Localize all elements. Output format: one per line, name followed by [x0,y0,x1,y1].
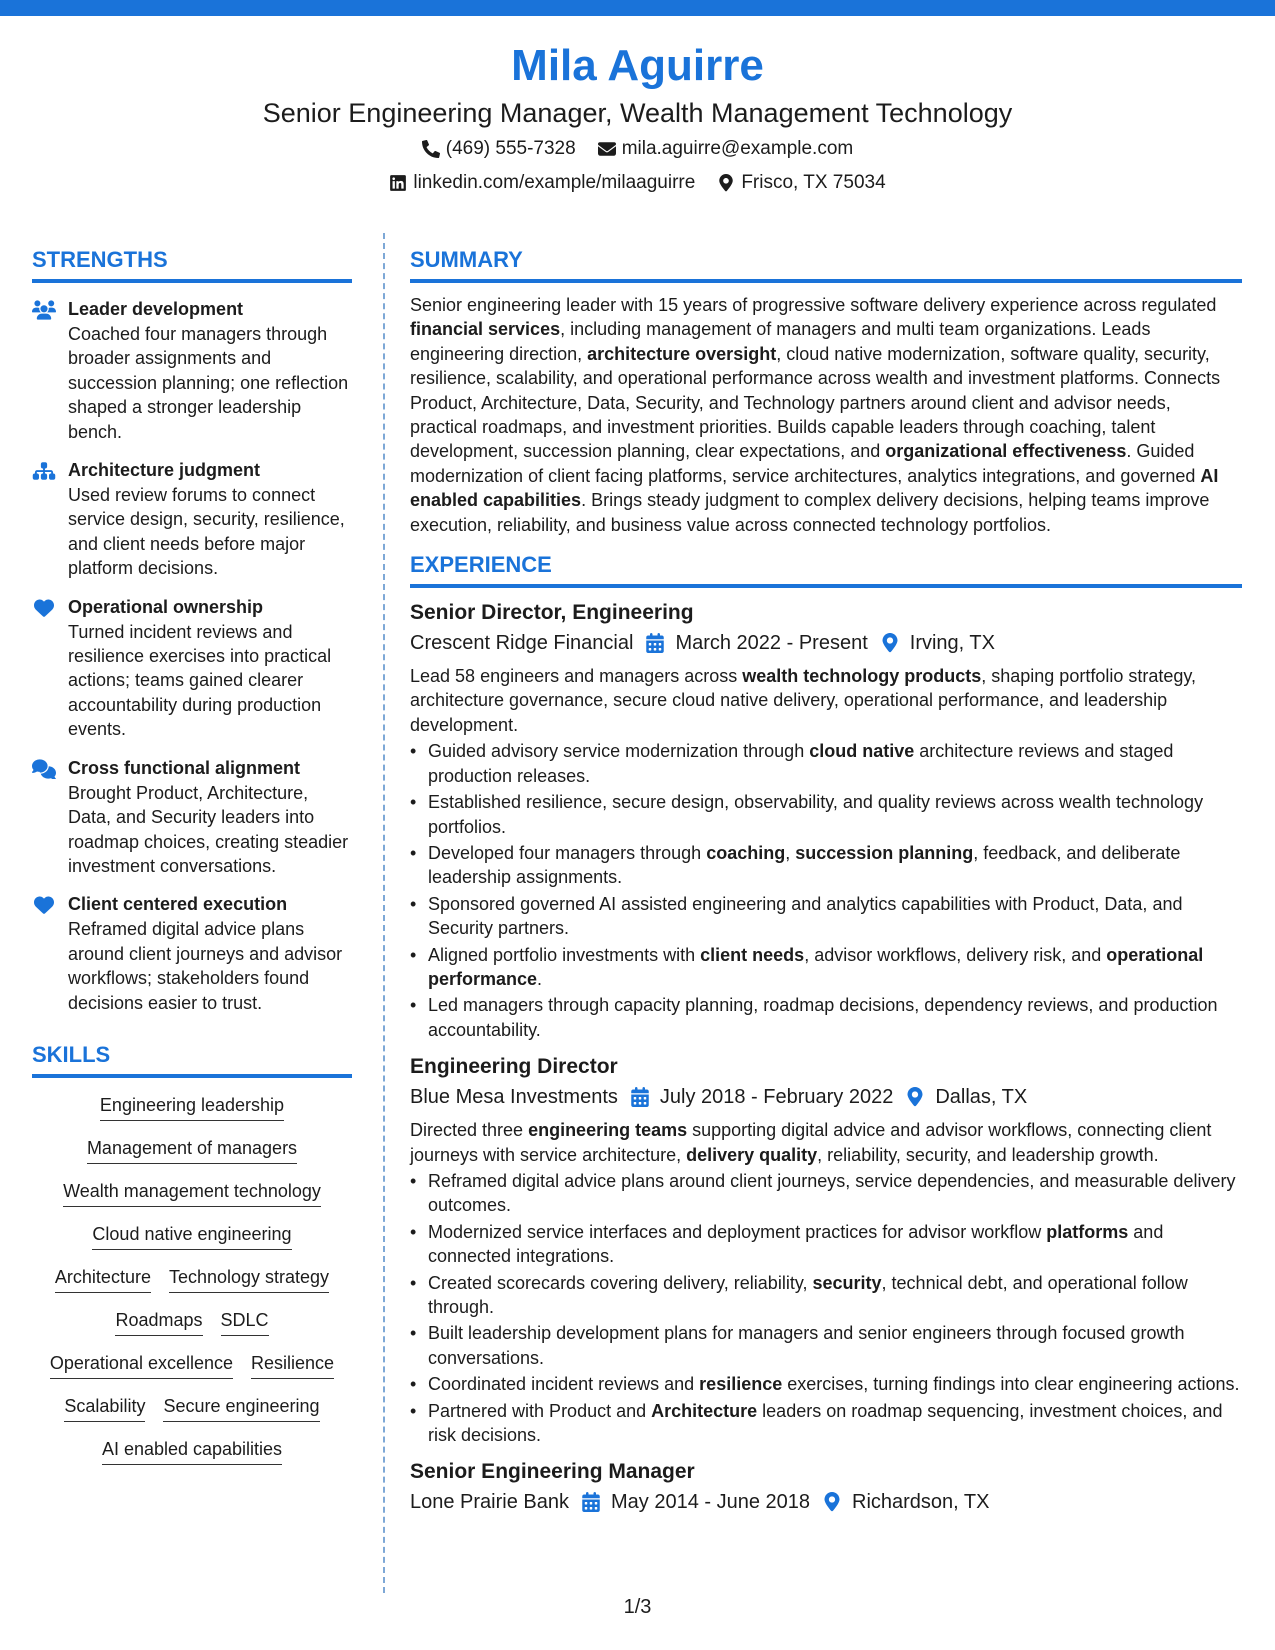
map-pin-icon [905,1087,925,1107]
contact-row-1 [0,134,1275,164]
job-location: Richardson, TX [852,1491,990,1514]
text-run: , shaping portfolio strategy, architecture governance, secure cloud native delivery, operational performance, and leadership development. [410,666,1197,735]
text-run: Developed four managers through [428,842,707,863]
text-run: Modernized service interfaces and deployment practices for advisor workflow [428,1221,1047,1242]
text-run: , advisor workflows, delivery risk, and [804,944,1107,965]
location-text: Frisco, TX 75034 [741,172,886,193]
text-run: , technical debt, and operational follow through. [428,1272,1188,1317]
text-run: Directed three [410,1120,529,1141]
email-contact[interactable] [598,134,854,164]
bullet-item [410,790,1242,839]
job-meta [410,1082,1242,1112]
text-run: . Guided modernization of client facing platforms, service architectures, analytics integrations, and governed [410,441,1201,486]
skill-tag: Management of managers [87,1135,297,1164]
linkedin-text: linkedin.com/example/milaaguirre [413,172,696,193]
job-dates: March 2022 - Present [675,632,868,655]
job-title: Engineering Director [410,1055,618,1079]
strengths-heading: STRENGTHS [32,246,352,283]
company-name: Blue Mesa Investments [410,1086,618,1109]
email-text: mila.aguirre@example.com [621,138,854,159]
text-run: architecture reviews and staged production releases. [428,741,1174,786]
phone-text: (469) 555-7328 [445,138,576,159]
left-column [32,246,352,1479]
bullet-item [410,1399,1242,1448]
job-entry [410,1457,1242,1517]
text-run: , reliability, security, and leadership growth. [817,1144,1159,1165]
strength-desc: Brought Product, Architecture, Data, and Security leaders into roadmap choices, creating steadier investment conversations. [68,782,349,876]
bold-text: AI enabled capabilities [410,465,1219,511]
text-run: Sponsored governed AI assisted engineering and analytics capabilities with Product, Data, and Security partners. [428,893,1183,939]
skill-tag: Resilience [251,1350,334,1379]
bold-text: Architecture [651,1400,758,1421]
skill-tag: Operational excellence [50,1350,233,1379]
skills-heading: SKILLS [32,1041,352,1078]
job-title: Senior Engineering Manager [410,1460,695,1484]
skill-tag: Engineering leadership [100,1092,284,1121]
top-accent-bar [0,0,1275,16]
job-meta [410,628,1242,658]
map-pin-icon [880,633,900,653]
text-run: Created scorecards covering delivery, reliability, [428,1272,813,1293]
skill-tag: Secure engineering [163,1393,319,1422]
bold-text: resilience [699,1374,783,1395]
text-run: Senior engineering leader with 15 years of progressive software delivery experience across regulated [410,295,1217,315]
skill-row [32,1350,352,1379]
column-divider [383,233,385,1593]
skill-row [32,1221,352,1250]
text-run: Reframed digital advice plans around client journeys, service dependencies, and measurable delivery outcomes. [428,1170,1236,1216]
skills-list [32,1092,352,1465]
bullet-item [410,1372,1242,1396]
bold-text: operational performance [428,944,1204,989]
strength-desc: Turned incident reviews and resilience exercises into practical actions; teams gained clearer accountability during production events. [68,621,332,740]
bullet-item [410,1271,1242,1320]
summary-heading: SUMMARY [410,246,1242,283]
text-run: . Brings steady judgment to complex delivery decisions, helping teams improve execution, reliability, and business value across connected technology portfolios. [410,490,1210,535]
resume-header [0,40,1275,198]
job-title: Senior Director, Engineering [410,601,694,625]
bold-text: succession planning [795,842,974,863]
bullet-item [410,1169,1242,1218]
bold-text: cloud native [809,741,915,762]
company-name: Lone Prairie Bank [410,1491,569,1514]
experience-list [410,598,1242,1517]
skill-row [32,1092,352,1121]
candidate-title: Senior Engineering Manager, Wealth Management Technology [262,98,1013,128]
text-run: Coordinated incident reviews and [428,1374,700,1395]
page-number: 1/3 [623,1596,652,1618]
calendar-icon [645,633,665,653]
skill-tag: AI enabled capabilities [102,1436,282,1465]
text-run: , [785,842,796,863]
calendar-icon [581,1492,601,1512]
bold-text: coaching [706,842,786,863]
bold-text: security [812,1272,882,1293]
skill-row [32,1307,352,1336]
skill-row [32,1436,352,1465]
skill-tag: Technology strategy [169,1264,329,1293]
strength-item [32,458,352,581]
candidate-name: Mila Aguirre [511,41,764,90]
comments-icon [32,759,56,779]
bold-text: wealth technology products [742,666,982,687]
skill-row [32,1393,352,1422]
text-run: , feedback, and deliberate leadership assignments. [428,842,1181,888]
strength-desc: Reframed digital advice plans around client journeys and advisor workflows; stakeholders found decisions easier to trust. [68,919,343,1013]
job-location: Dallas, TX [935,1086,1028,1109]
text-run: , including management of managers and multi team organizations. Leads engineering direction, [410,319,1151,364]
text-run: Built leadership development plans for managers and senior engineers through focused growth conversations. [428,1323,1185,1368]
text-run: . [537,968,543,989]
bold-text: engineering teams [528,1120,688,1141]
heart-icon [32,598,56,618]
bullet-item [410,1321,1242,1370]
bold-text: organizational effectiveness [885,441,1127,462]
strength-desc: Coached four managers through broader assignments and succession planning; one reflection shaped a stronger leadership bench. [68,324,349,442]
bullet-item [410,993,1242,1042]
text-run: Led managers through capacity planning, roadmap decisions, dependency reviews, and production accountability. [428,995,1218,1040]
envelope-icon [598,140,616,158]
text-run: , cloud native modernization, software quality, security, resilience, scalability, and operational performance across wealth and investment platforms. Connects Product, Architecture, Data, Security, and Technology partners around client and advisor needs, practical roadmaps, and investment priorities. Builds capable leaders through coaching, talent development, succession planning, clear expectations, and [410,343,1221,462]
text-run: Partnered with Product and [428,1400,652,1421]
job-dates: July 2018 - February 2022 [659,1086,894,1109]
strength-desc: Used review forums to connect service design, security, resilience, and client needs before major platform decisions. [68,485,345,579]
company-name: Crescent Ridge Financial [410,632,634,655]
bullet-item [410,943,1242,992]
bold-text: delivery quality [686,1144,818,1165]
users-icon [32,300,56,320]
job-location: Irving, TX [909,632,995,655]
text-run: and connected integrations. [428,1221,1164,1267]
skill-tag: Architecture [55,1264,151,1293]
text-run: Guided advisory service modernization through [428,741,810,762]
strength-title: Client centered execution [68,894,288,915]
strength-item [32,756,352,879]
linkedin-icon [389,174,407,192]
phone-contact [422,134,576,164]
strength-item [32,297,352,444]
text-run: exercises, turning findings into clear engineering actions. [782,1374,1240,1395]
map-pin-icon [717,174,735,192]
text-run: supporting digital advice and advisor workflows, connecting client journeys with service architecture, [410,1120,1212,1165]
location-contact [717,168,885,198]
bold-text: client needs [700,944,805,965]
strength-item [32,892,352,1015]
text-run: Lead 58 engineers and managers across [410,666,743,687]
job-entry [410,1052,1242,1447]
bullet-item [410,892,1242,941]
text-run: leaders on roadmap sequencing, investment choices, and risk decisions. [428,1400,1223,1446]
job-entry [410,598,1242,1042]
experience-heading: EXPERIENCE [410,551,1242,588]
job-dates: May 2014 - June 2018 [610,1491,811,1514]
bullet-item [410,841,1242,890]
bullet-item [410,739,1242,788]
linkedin-contact[interactable] [389,168,695,198]
skill-tag: Scalability [64,1393,145,1422]
phone-icon [422,140,440,158]
job-description [410,664,1242,737]
job-bullets [410,1169,1242,1447]
calendar-icon [630,1087,650,1107]
skill-row [32,1135,352,1164]
heart-icon [32,895,56,915]
text-run: Established resilience, secure design, observability, and quality reviews across wealth technology portfolios. [428,792,1204,837]
strength-item [32,595,352,742]
strength-title: Leader development [68,299,244,319]
skill-tag: SDLC [221,1307,269,1336]
strength-title: Operational ownership [68,596,264,617]
bullet-item [410,1220,1242,1269]
job-description [410,1118,1242,1167]
bold-text: architecture oversight [587,343,777,364]
skill-tag: Cloud native engineering [92,1221,291,1250]
bold-text: platforms [1046,1221,1129,1242]
bold-text: financial services [410,319,561,340]
text-run: Aligned portfolio investments with [428,944,701,965]
strength-title: Architecture judgment [68,460,261,481]
skill-tag: Roadmaps [115,1307,202,1336]
strength-title: Cross functional alignment [68,757,301,778]
contact-row-2 [0,168,1275,198]
job-bullets [410,739,1242,1042]
skill-row [32,1264,352,1293]
skill-tag: Wealth management technology [63,1178,321,1207]
skill-row [32,1178,352,1207]
job-meta [410,1487,1242,1517]
right-column [410,246,1242,1517]
map-pin-icon [822,1492,842,1512]
summary-text [410,293,1242,537]
sitemap-icon [32,461,56,481]
